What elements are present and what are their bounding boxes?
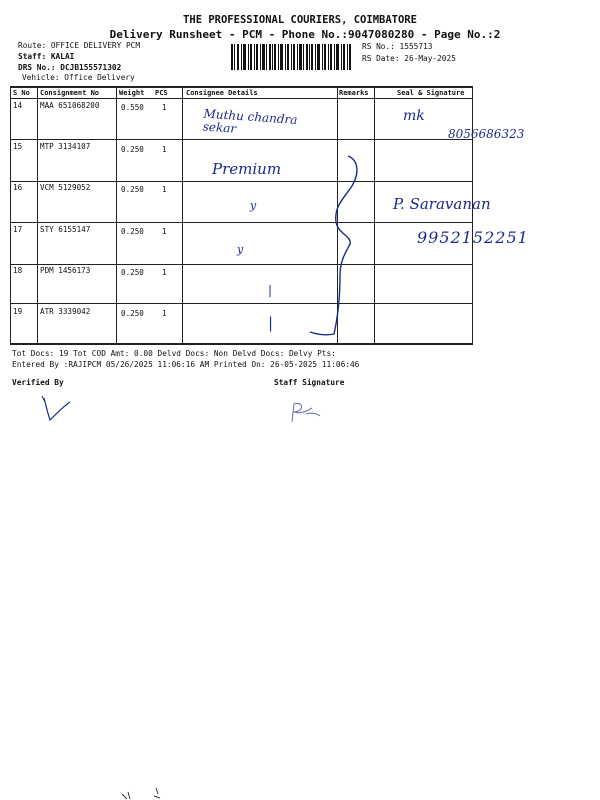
col-header-consignment: Consignment No bbox=[40, 89, 100, 97]
handwritten-bracket bbox=[300, 150, 370, 340]
row-sno: 17 bbox=[13, 225, 23, 234]
row-consignment: STY 6155147 bbox=[40, 225, 91, 234]
barcode-image bbox=[231, 44, 351, 70]
col-header-pcs: PCS bbox=[155, 89, 168, 97]
row-weight: 0.250 bbox=[121, 185, 144, 194]
runsheet-title: Delivery Runsheet - PCM - Phone No.:9047080280 - Page No.:2 bbox=[109, 28, 501, 41]
totals-summary: Tot Docs: 19 Tot COD Amt: 0.00 Delvd Docs: Non Delvd Docs: Delvy Pts: bbox=[12, 349, 336, 358]
row-weight: 0.250 bbox=[121, 268, 144, 277]
row-sno: 14 bbox=[13, 101, 23, 110]
handwritten-signature: P. Saravanan bbox=[393, 195, 491, 213]
row-consignment: ATR 3339042 bbox=[40, 307, 91, 316]
row-divider bbox=[10, 303, 473, 304]
company-title: THE PROFESSIONAL COURIERS, COIMBATORE bbox=[183, 14, 417, 26]
row-consignment: PDM 1456173 bbox=[40, 266, 91, 275]
staff-signature-label: Staff Signature bbox=[274, 378, 345, 387]
verified-signature bbox=[36, 394, 76, 424]
header-divider bbox=[10, 98, 473, 99]
handwritten-phone: 9952152251 bbox=[417, 228, 529, 247]
row-pcs: 1 bbox=[162, 309, 167, 318]
col-border bbox=[116, 87, 117, 344]
col-border bbox=[10, 87, 11, 344]
vehicle-label: Vehicle: Office Delivery bbox=[22, 73, 135, 82]
handwritten-consignee: | bbox=[268, 314, 274, 332]
route-label: Route: OFFICE DELIVERY PCM bbox=[18, 41, 141, 50]
handwritten-phone: 8056686323 bbox=[448, 127, 525, 141]
col-header-remarks: Remarks bbox=[339, 89, 369, 97]
col-header-weight: Weight bbox=[119, 89, 145, 97]
row-weight: 0.550 bbox=[121, 103, 144, 112]
entered-by: Entered By :RAJIPCM 05/26/2025 11:06:16 AM Printed On: 26-05-2025 11:06:46 bbox=[12, 360, 360, 369]
row-weight: 0.250 bbox=[121, 227, 144, 236]
row-divider bbox=[10, 139, 473, 140]
handwritten-consignee: y bbox=[250, 199, 257, 212]
stray-marks bbox=[118, 784, 168, 800]
rs-number: RS No.: 1555713 bbox=[362, 42, 433, 51]
row-pcs: 1 bbox=[162, 227, 167, 236]
row-sno: 18 bbox=[13, 266, 23, 275]
row-divider bbox=[10, 181, 473, 182]
col-border bbox=[37, 87, 38, 344]
row-sno: 19 bbox=[13, 307, 23, 316]
drs-number: DRS No.: DCJB155571302 bbox=[18, 63, 122, 72]
row-weight: 0.250 bbox=[121, 309, 144, 318]
row-pcs: 1 bbox=[162, 103, 167, 112]
col-border bbox=[182, 87, 183, 344]
row-pcs: 1 bbox=[162, 145, 167, 154]
verified-by-label: Verified By bbox=[12, 378, 64, 387]
handwritten-initials: mk bbox=[403, 108, 425, 124]
row-sno: 15 bbox=[13, 142, 23, 151]
row-divider bbox=[10, 264, 473, 265]
handwritten-consignee: | bbox=[268, 283, 273, 297]
rs-date: RS Date: 26-May-2025 bbox=[362, 54, 456, 63]
row-divider bbox=[10, 222, 473, 223]
staff-signature bbox=[286, 398, 326, 426]
handwritten-consignee: Premium bbox=[212, 160, 282, 178]
table-top-border bbox=[10, 86, 473, 88]
row-consignment: MAA 651068200 bbox=[40, 101, 100, 110]
col-border bbox=[374, 87, 375, 344]
row-sno: 16 bbox=[13, 183, 23, 192]
row-consignment: VCM 5129052 bbox=[40, 183, 91, 192]
col-header-sno: S No bbox=[13, 89, 30, 97]
row-weight: 0.250 bbox=[121, 145, 144, 154]
col-header-consignee: Consignee Details bbox=[186, 89, 258, 97]
handwritten-consignee: Muthu chandra sekar bbox=[202, 106, 298, 136]
table-bottom-border bbox=[10, 343, 473, 345]
row-consignment: MTP 3134107 bbox=[40, 142, 91, 151]
col-border bbox=[472, 87, 473, 344]
staff-label: Staff: KALAI bbox=[18, 52, 75, 61]
row-pcs: 1 bbox=[162, 185, 167, 194]
handwritten-consignee: y bbox=[237, 243, 244, 256]
row-pcs: 1 bbox=[162, 268, 167, 277]
col-header-seal: Seal & Signature bbox=[397, 89, 465, 97]
